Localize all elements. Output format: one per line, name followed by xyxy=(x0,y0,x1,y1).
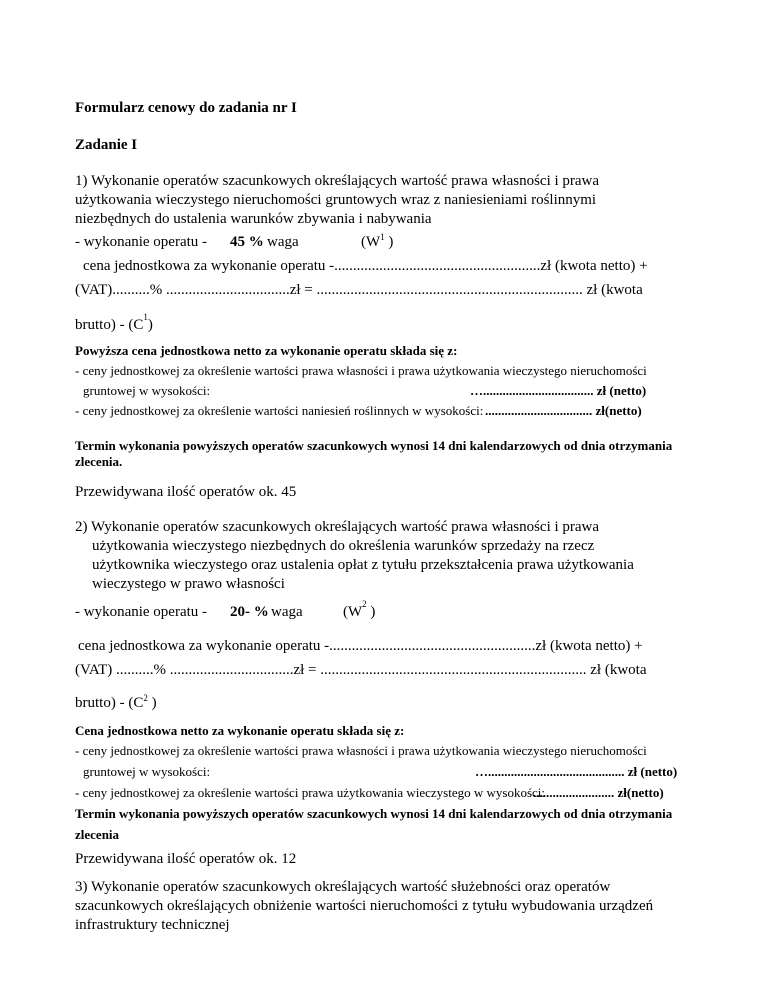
section1-weight-symbol xyxy=(361,233,393,252)
section2-price-line-1: cena jednostkowa za wykonanie operatu -.......................................................zł (kwota netto) + xyxy=(78,638,643,654)
gross-prefix: brutto) - (C xyxy=(75,695,144,711)
section1-weight-prefix: - wykonanie operatu - xyxy=(75,234,208,250)
weight-superscript: 1 xyxy=(380,232,385,242)
weight-symbol-text: (W xyxy=(343,604,363,620)
section2-gross-line xyxy=(75,694,157,713)
section2-composed-heading: Cena jednostkowa netto za wykonanie operatu składa się z: xyxy=(75,723,405,738)
section1-item2-text: - ceny jednostkowej za określenie wartości naniesień roślinnych w wysokości: xyxy=(75,403,484,418)
section1-item1-line-2: gruntowej w wysokości: xyxy=(83,383,211,398)
section2-intro-line-4: wieczystego w prawo własności xyxy=(92,576,285,592)
section1-estimated: Przewidywana ilość operatów ok. 45 xyxy=(75,484,297,500)
section2-weight-value: 20- % xyxy=(230,604,269,620)
section1-weight-value: 45 % xyxy=(230,234,264,250)
section2-intro-line-3: użytkownika wieczystego oraz ustalenia opłat z tytułu przekształcenia prawa użytkowania xyxy=(92,557,634,573)
section2-weight-prefix: - wykonanie operatu - xyxy=(75,604,208,620)
document-title: Formularz cenowy do zadania nr I xyxy=(75,100,297,116)
task-heading: Zadanie I xyxy=(75,137,138,153)
section2-price-line-2: (VAT) ..........% .................................zł = ....................................................................... zł (kwota xyxy=(75,662,647,678)
section2-estimated: Przewidywana ilość operatów ok. 12 xyxy=(75,851,297,867)
section2-weight-word: waga xyxy=(271,604,303,620)
gross-superscript: 1 xyxy=(143,312,148,322)
section1-deadline-line-1: Termin wykonania powyższych operatów szacunkowych wynosi 14 dni kalendarzowych od dnia otrzymania xyxy=(75,438,673,453)
section2-item1-line-1: - ceny jednostkowej za określenie wartości prawa własności i prawa użytkowania wieczystego nieruchomości xyxy=(75,743,647,758)
section1-composed-heading: Powyższa cena jednostkowa netto za wykonanie operatu składa się z: xyxy=(75,343,458,358)
section1-item2-amount: ................................. zł(netto) xyxy=(485,403,642,418)
gross-prefix: brutto) - (C xyxy=(75,317,144,333)
section1-item1-line-1: - ceny jednostkowej za określenie wartości prawa własności i prawa użytkowania wieczystego nieruchomości xyxy=(75,363,647,378)
section1-gross-line xyxy=(75,312,153,335)
section2-item2-amount: ......................... zł(netto) xyxy=(533,785,664,800)
weight-symbol-text: (W xyxy=(361,234,381,250)
section1-price-line-1: cena jednostkowa za wykonanie operatu -.......................................................zł (kwota netto) + xyxy=(83,258,648,274)
section1-deadline-line-2: zlecenia. xyxy=(75,454,123,469)
weight-close: ) xyxy=(366,604,376,620)
weight-close: ) xyxy=(384,234,394,250)
section1-intro-line-3: niezbędnych do ustalenia warunków zbywania i nabywania xyxy=(75,211,432,227)
section3-intro-line-1: 3) Wykonanie operatów szacunkowych określających wartość służebności oraz operatów xyxy=(75,879,611,895)
section2-deadline-line-2: zlecenia xyxy=(75,827,120,842)
section1-intro-line-2: użytkowania wieczystego nieruchomości gruntowych wraz z naniesieniami roślinnymi xyxy=(75,192,597,208)
section2-intro-line-1: 2) Wykonanie operatów szacunkowych określających wartość prawa własności i prawa xyxy=(75,519,600,535)
section1-item1-amount: ….................................. zł (netto) xyxy=(470,383,647,398)
section3-intro-line-3: infrastruktury technicznej xyxy=(75,917,230,933)
section1-weight-word: waga xyxy=(267,234,299,250)
gross-close: ) xyxy=(147,695,157,711)
section2-item2-text: - ceny jednostkowej za określenie wartości prawa użytkowania wieczystego w wysokości: xyxy=(75,785,546,800)
section2-deadline-line-1: Termin wykonania powyższych operatów szacunkowych wynosi 14 dni kalendarzowych od dnia otrzymania xyxy=(75,806,673,821)
section2-weight-symbol xyxy=(343,599,376,622)
section2-item1-amount: ….......................................... zł (netto) xyxy=(475,764,678,779)
section1-price-line-2: (VAT)..........% .................................zł = ....................................................................... zł (kwota xyxy=(75,282,643,298)
section1-intro-line-1: 1) Wykonanie operatów szacunkowych określających wartość prawa własności i prawa xyxy=(75,173,600,189)
gross-superscript: 2 xyxy=(143,693,148,703)
weight-superscript: 2 xyxy=(362,599,367,609)
gross-close: ) xyxy=(147,317,153,333)
section2-item1-line-2: gruntowej w wysokości: xyxy=(83,764,211,779)
section2-intro-line-2: użytkowania wieczystego niezbędnych do określenia warunków sprzedaży na rzecz xyxy=(92,538,595,554)
section3-intro-line-2: szacunkowych określających obniżenie wartości nieruchomości z tytułu wybudowania urządzeń xyxy=(75,898,654,914)
